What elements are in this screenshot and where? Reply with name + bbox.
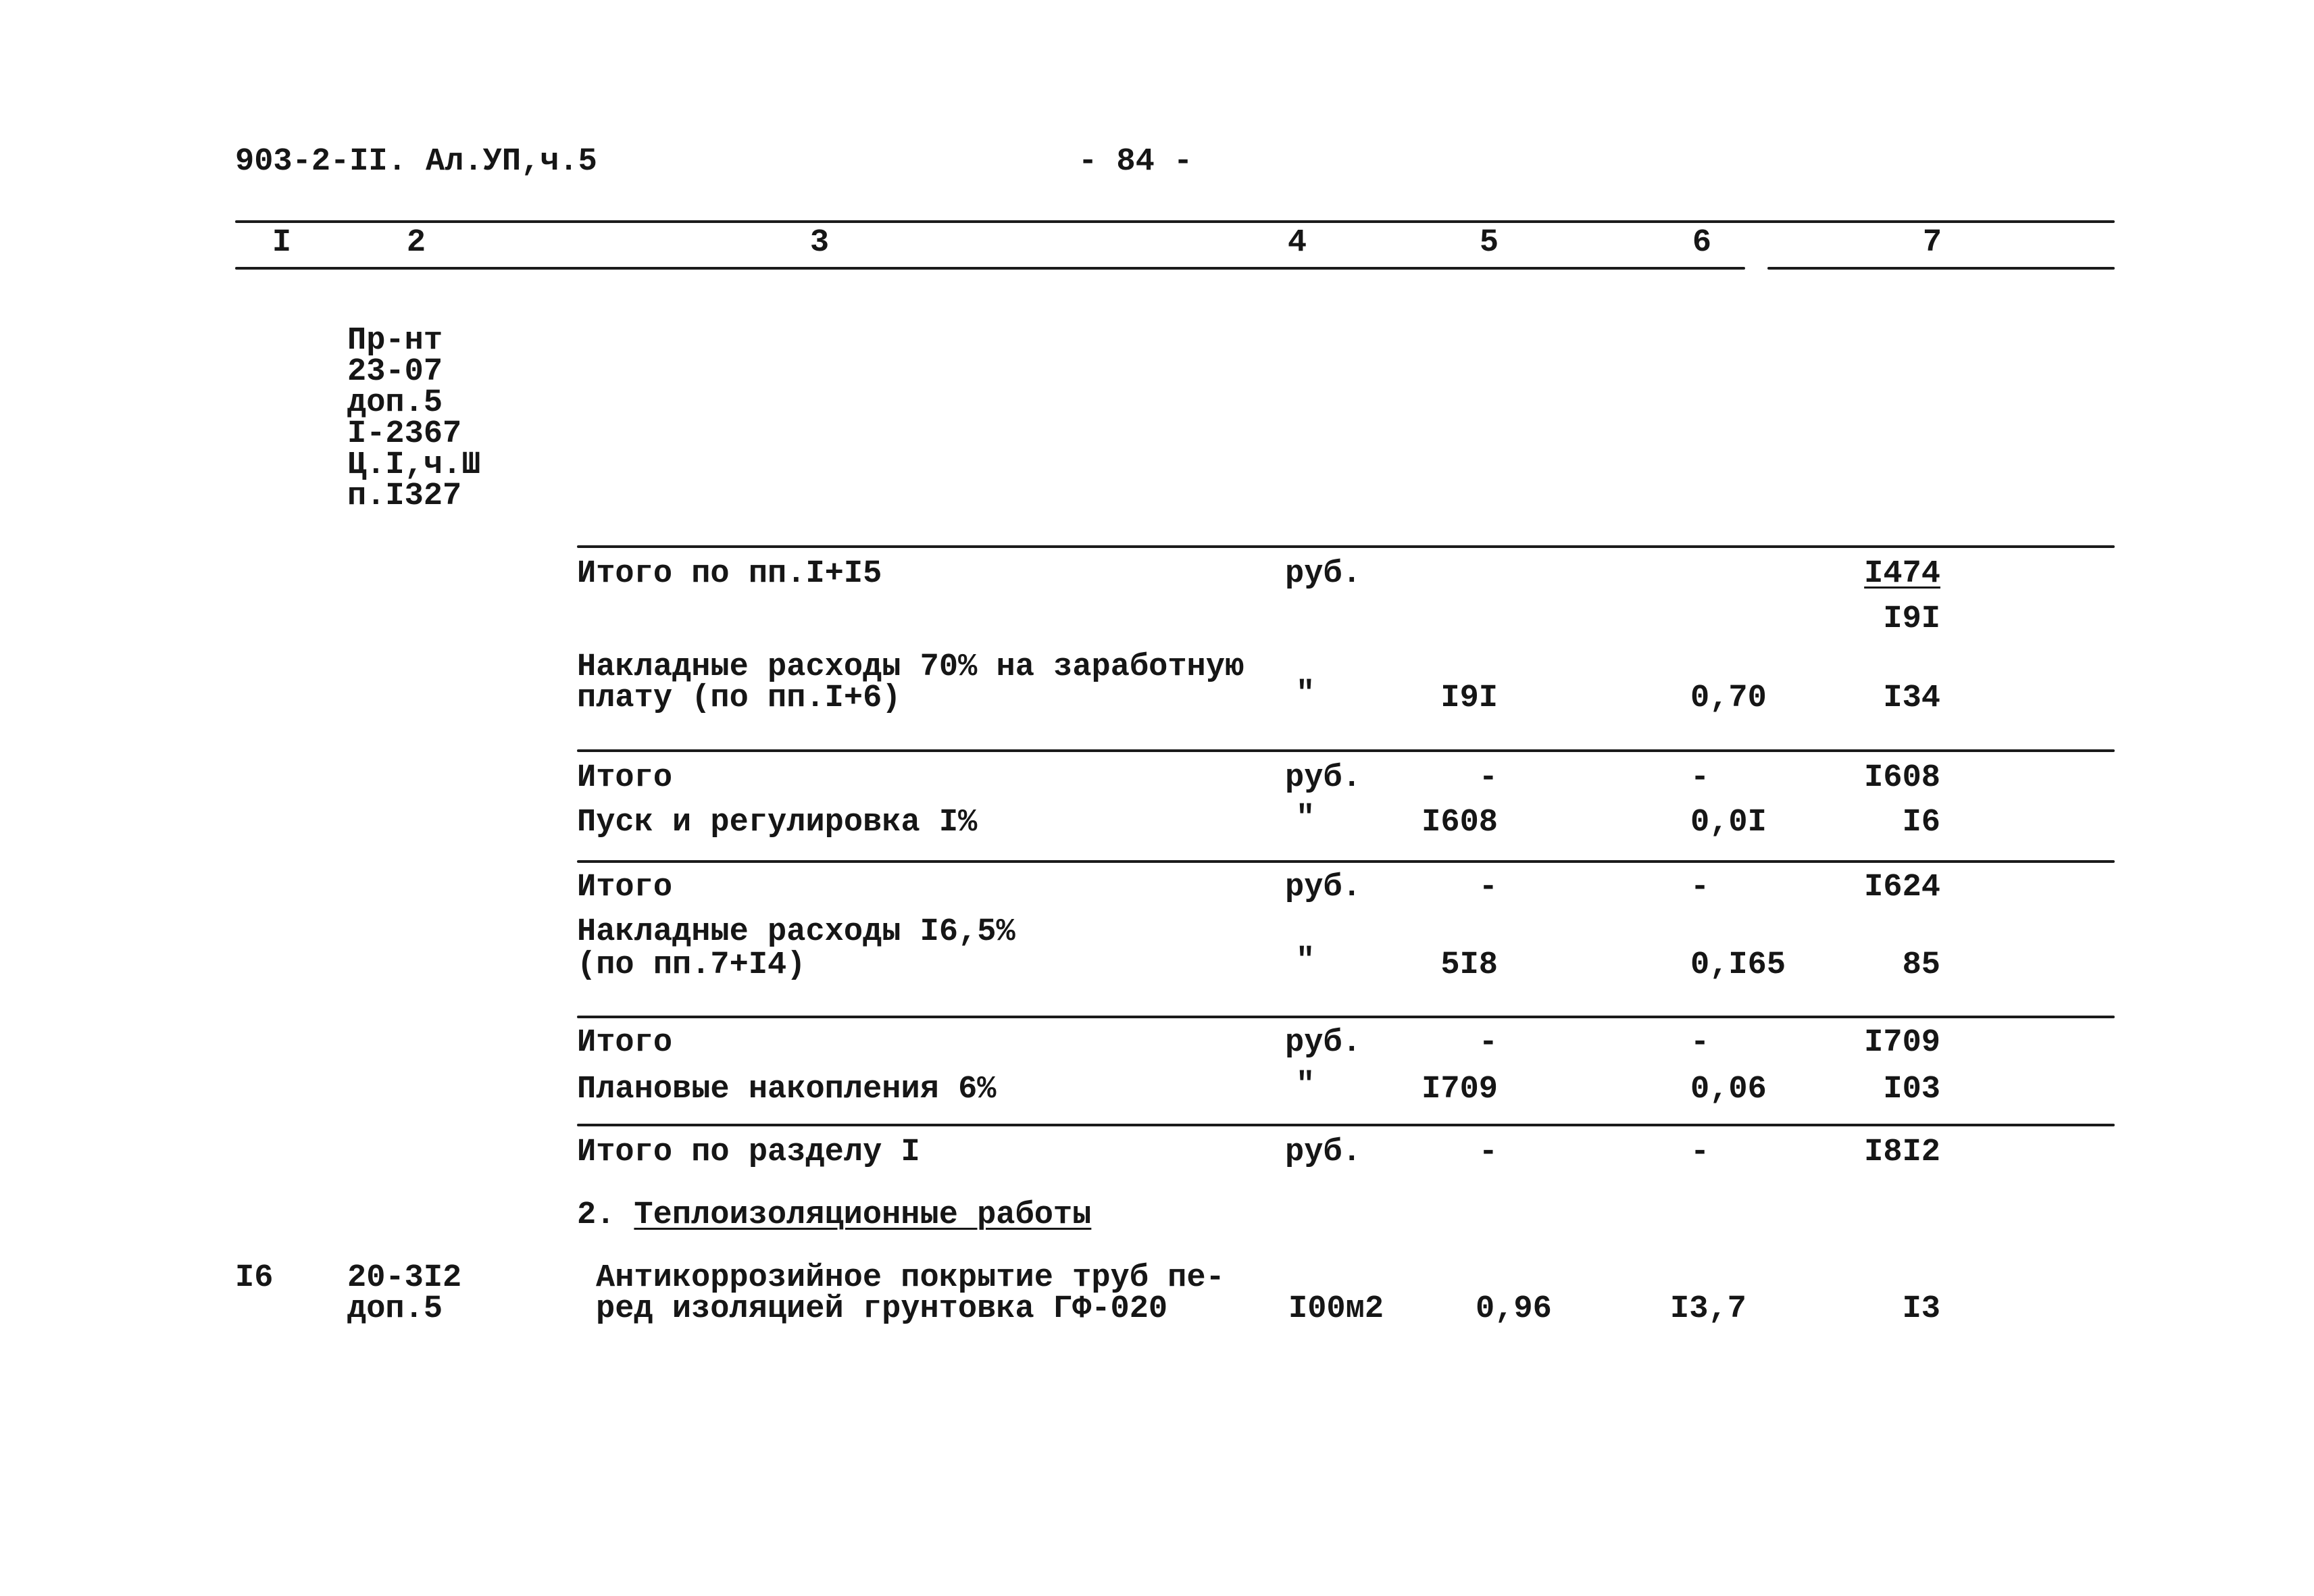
- row-description: Итого: [577, 870, 673, 905]
- row-base: -: [1478, 1025, 1498, 1061]
- summary-rule: [577, 545, 2115, 548]
- row-base: -: [1478, 870, 1498, 905]
- row-description-line1: Накладные расходы I6,5%: [577, 914, 1015, 950]
- doc-code: 903-2-II. Ал.УП,ч.5: [235, 144, 597, 180]
- row-rate: -: [1690, 1025, 1710, 1061]
- row-description: Плановые накопления 6%: [577, 1072, 997, 1107]
- column-number-1: I: [272, 225, 292, 261]
- column-number-3: 3: [809, 225, 830, 261]
- row-unit: руб.: [1285, 760, 1361, 796]
- header-bottom-rule-right: [1767, 267, 2115, 270]
- row-total-sub: I9I: [1883, 601, 1940, 637]
- row-total: I6: [1902, 805, 1940, 841]
- row-total: I709: [1864, 1025, 1940, 1061]
- row-description-line1: Накладные расходы 70% на заработную: [577, 649, 1244, 685]
- reference-line: 23-07: [347, 354, 443, 390]
- section-rule: [577, 749, 2115, 752]
- row-rate: 0,I65: [1690, 947, 1786, 983]
- row-unit-ditto: ": [1296, 676, 1315, 712]
- section-heading: [577, 1199, 1091, 1231]
- row-description-line2: плату (по пп.I+6): [577, 680, 901, 716]
- section-rule: [577, 1016, 2115, 1018]
- column-number-2: 2: [406, 225, 426, 261]
- item-quantity: 0,96: [1476, 1291, 1552, 1327]
- row-unit-ditto: ": [1296, 801, 1315, 837]
- column-number-5: 5: [1479, 225, 1499, 261]
- row-total: [1805, 558, 1940, 590]
- row-base: I608: [1422, 805, 1498, 841]
- row-base: -: [1478, 760, 1498, 796]
- row-total: I608: [1864, 760, 1940, 796]
- row-total: I34: [1883, 680, 1940, 716]
- item-description-line2: ред изоляцией грунтовка ГФ-020: [596, 1291, 1168, 1327]
- row-rate: 0,0I: [1690, 805, 1767, 841]
- reference-block: [347, 323, 481, 514]
- item-total: I3: [1902, 1291, 1940, 1327]
- row-description: Пуск и регулировка I%: [577, 805, 978, 841]
- row-description: Итого: [577, 1025, 673, 1061]
- row-total: I03: [1883, 1072, 1940, 1107]
- row-base: -: [1478, 1134, 1498, 1170]
- row-description: Итого по разделу I: [577, 1134, 920, 1170]
- row-rate: -: [1690, 870, 1710, 905]
- section-rule: [577, 1124, 2115, 1126]
- section-number: 2.: [577, 1197, 615, 1233]
- table-top-rule: [235, 220, 2115, 223]
- row-total: 85: [1902, 947, 1940, 983]
- reference-line: п.I327: [347, 478, 462, 514]
- header-bottom-rule-left: [235, 267, 1745, 270]
- row-base: I709: [1422, 1072, 1498, 1107]
- row-total-value: I474: [1864, 556, 1940, 592]
- row-total: I624: [1864, 870, 1940, 905]
- row-base: I9I: [1440, 680, 1498, 716]
- row-unit: руб.: [1285, 556, 1361, 592]
- row-description: Итого: [577, 760, 673, 796]
- row-total: I8I2: [1864, 1134, 1940, 1170]
- item-price: I3,7: [1670, 1291, 1746, 1327]
- section-title: Теплоизоляционные работы: [634, 1197, 1092, 1233]
- item-unit: I00м2: [1288, 1291, 1384, 1327]
- row-unit-ditto: ": [1296, 943, 1315, 979]
- row-rate: 0,70: [1690, 680, 1767, 716]
- column-number-4: 4: [1287, 225, 1307, 261]
- reference-line: I-2367: [347, 416, 462, 452]
- item-code-line2: доп.5: [347, 1291, 443, 1327]
- reference-line: Пр-нт: [347, 323, 443, 359]
- item-description-line1: Антикоррозийное покрытие труб пе-: [596, 1260, 1225, 1296]
- row-unit: руб.: [1285, 870, 1361, 905]
- row-rate: -: [1690, 760, 1710, 796]
- row-base: 5I8: [1440, 947, 1498, 983]
- row-unit: руб.: [1285, 1134, 1361, 1170]
- reference-line: доп.5: [347, 385, 443, 421]
- row-rate: 0,06: [1690, 1072, 1767, 1107]
- column-number-6: 6: [1692, 225, 1712, 261]
- row-description-line2: (по пп.7+I4): [577, 947, 806, 983]
- page-number: - 84 -: [1078, 144, 1193, 180]
- row-rate: -: [1690, 1134, 1710, 1170]
- section-rule: [577, 860, 2115, 863]
- row-description: Итого по пп.I+I5: [577, 556, 882, 592]
- item-code-line1: 20-3I2: [347, 1260, 462, 1296]
- row-unit-ditto: ": [1296, 1068, 1315, 1103]
- row-unit: руб.: [1285, 1025, 1361, 1061]
- reference-line: Ц.I,ч.Ш: [347, 447, 481, 483]
- column-number-7: 7: [1922, 225, 1942, 261]
- item-number: I6: [235, 1260, 274, 1296]
